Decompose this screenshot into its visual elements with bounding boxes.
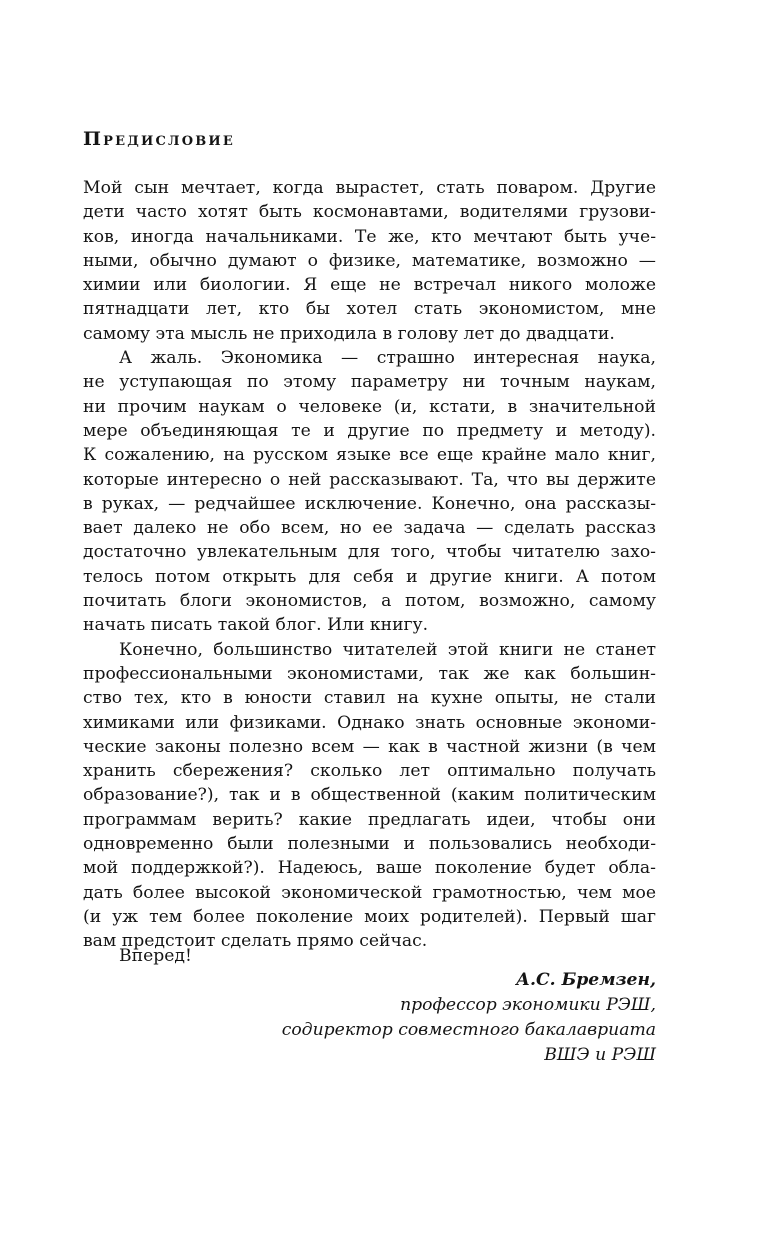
text-line: хранить сбережения? сколько лет оптимально получать <box>83 761 656 782</box>
text-line: ков, иногда начальниками. Те же, кто мечтают быть уче- <box>83 226 656 247</box>
text-line: пятнадцати лет, кто бы хотел стать экономистом, мне <box>83 299 656 320</box>
text-line: не уступающая по этому параметру ни точным наукам, <box>83 372 656 393</box>
text-line: вает далеко не обо всем, но ее задача — сделать рассказ <box>83 518 656 539</box>
text-line: программам верить? какие предлагать идеи, чтобы они <box>83 809 656 830</box>
text-line: ческие законы полезно всем — как в частной жизни (в чем <box>83 736 656 757</box>
text-line: почитать блоги экономистов, а потом, возможно, самому <box>83 591 656 612</box>
author-title-3: ВШЭ и РЭШ <box>544 1045 656 1065</box>
signature-block <box>282 968 656 1068</box>
author-title-1: профессор экономики РЭШ, <box>400 995 656 1015</box>
text-line: мере объединяющая те и другие по предмету и методу). <box>83 420 656 441</box>
text-line: ными, обычно думают о физике, математике, возможно — <box>83 250 656 271</box>
text-line: в руках, — редчайшее исключение. Конечно, она рассказы- <box>83 493 656 514</box>
text-line: профессиональными экономистами, так же как большин- <box>83 663 656 684</box>
text-line: образование?), так и в общественной (каким политическим <box>83 785 656 806</box>
text-line: (и уж тем более поколение моих родителей). Первый шаг <box>83 906 656 927</box>
book-page <box>83 0 656 1241</box>
author-name: А.С. Бремзен, <box>515 970 656 990</box>
text-line: К сожалению, на русском языке все еще крайне мало книг, <box>83 445 656 466</box>
text-line: одновременно были полезными и пользовались необходи- <box>83 834 656 855</box>
text-line: дать более высокой экономической грамотностью, чем мое <box>83 882 656 903</box>
page-title: Предисловие <box>83 128 236 150</box>
text-line: химиками или физиками. Однако знать основные экономи- <box>83 712 656 733</box>
text-line: Мой сын мечтает, когда вырастет, стать поваром. Другие <box>83 178 656 198</box>
closing-line: Вперед! <box>119 946 192 966</box>
text-line: начать писать такой блог. Или книгу. <box>83 615 429 636</box>
text-line: которые интересно о ней рассказывают. Та, что вы держите <box>83 469 656 490</box>
text-line: Конечно, большинство читателей этой книги не станет <box>119 639 656 660</box>
text-line: А жаль. Экономика — страшно интересная наука, <box>119 348 656 369</box>
preface-text <box>83 176 656 954</box>
text-line: ни прочим наукам о человеке (и, кстати, в значительной <box>83 396 656 417</box>
text-line: ство тех, кто в юности ставил на кухне опыты, не стали <box>83 688 656 709</box>
text-line: вам предстоит сделать прямо сейчас. <box>83 931 428 952</box>
author-title-2: содиректор совместного бакалавриата <box>281 1020 656 1040</box>
text-line: самому эта мысль не приходила в голову лет до двадцати. <box>83 323 615 344</box>
text-line: достаточно увлекательным для того, чтобы читателю захо- <box>83 542 656 563</box>
text-line: химии или биологии. Я еще не встречал никого моложе <box>83 275 656 296</box>
text-line: телось потом открыть для себя и другие книги. А потом <box>83 566 656 587</box>
text-line: дети часто хотят быть космонавтами, водителями грузови- <box>83 202 656 223</box>
text-line: мой поддержкой?). Надеюсь, ваше поколение будет обла- <box>83 858 656 879</box>
